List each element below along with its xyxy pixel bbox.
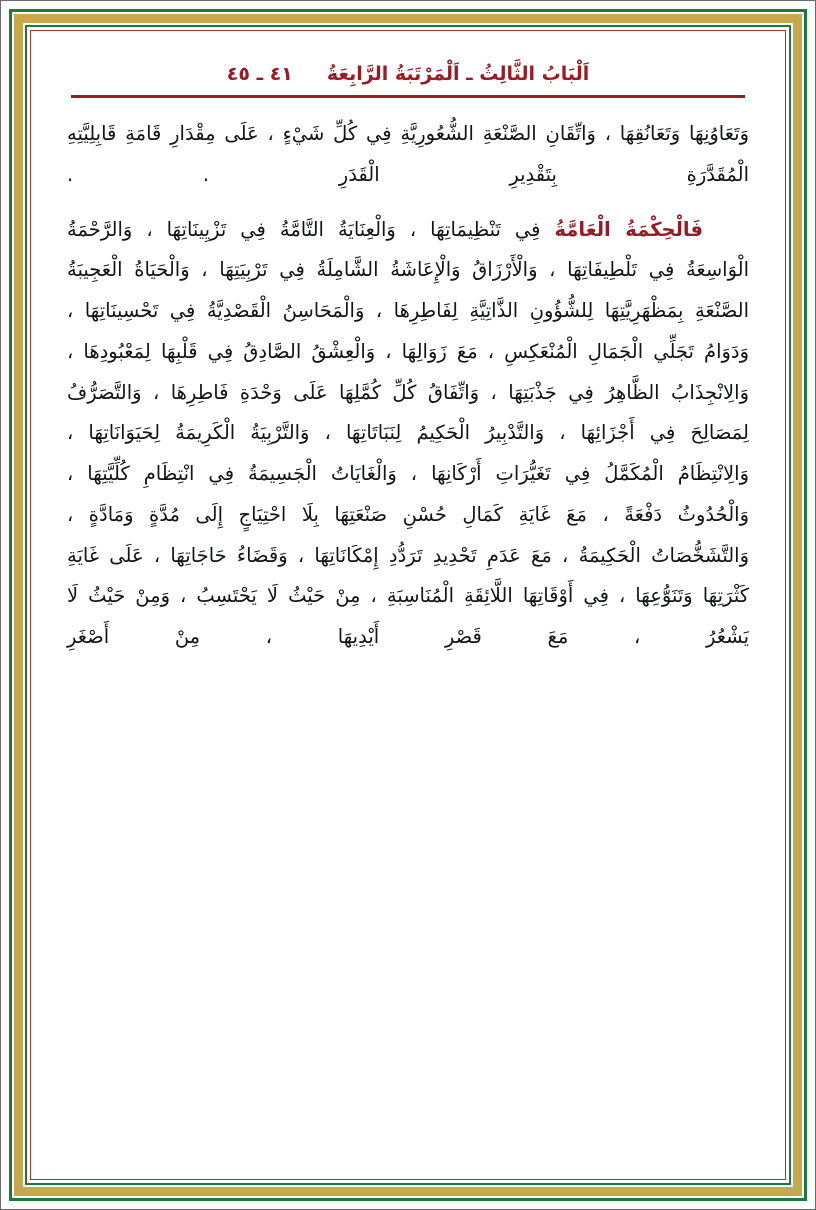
paragraph-2-line-3: تَرْبِيَتِهَا ، وَالْحَيَاةُ الْعَجِيبَةُ الصَّنْعَةِ بِمَظْهَرِيَّتِهَا لِلشُّؤُونِ الذَّاتِيَّةِ لِفَاطِرِهَا ، <box>67 258 750 322</box>
paragraph-2-line-9: وَالْغَايَاتُ الْجَسِيمَةُ فِي انْتِظَامِ كُلِّيَّتِهَا ، وَالْحُدُوثُ دَفْعَةً ، مَعَ غَايَةِ <box>67 462 749 526</box>
paragraph-2-line-11: الْحَكِيمَةُ ، مَعَ عَدَمِ تَحْدِيدِ تَرَدُّدِ إِمْكَانَاتِهَا ، وَقَضَاءُ حَاجَاتِهَا ، <box>153 543 641 567</box>
paragraph-2-line-5: مَعَ زَوَالِهَا ، وَالْعِشْقُ الصَّادِقُ فِي قَلْبِهَا لِمَعْبُودِهَا ، وَالِانْجِذَابُ <box>67 339 749 404</box>
paragraph-1 <box>67 114 749 196</box>
header-divider <box>71 95 745 98</box>
paragraph-2-line-2: وَالرَّحْمَةُ الْوَاسِعَةُ فِي تَلْطِيفَاتِهَا ، وَالْأَرْزَاقُ وَالْإِعَاشَةُ الشَّامِلَةُ فِي <box>67 217 750 282</box>
paragraph-2-line-4: وَالْمَحَاسِنُ الْقَصْدِيَّةُ فِي تَحْسِينَاتِهَا ، وَدَوَامُ تَجَلِّي الْجَمَالِ الْمُنْعَكِسِ ، <box>67 299 750 363</box>
paragraph-1-line-2: عَلَى مِقْدَارِ قَامَةِ قَابِلِيَّتِهِ الْمُقَدَّرَةِ بِتَقْدِيرِ الْقَدَرِ . . <box>67 122 749 186</box>
body-text <box>67 114 749 658</box>
highlighted-phrase: فَالْحِكْمَةُ الْعَامَّةُ <box>554 217 703 241</box>
paragraph-2-line-1-rest: فِي تَنْظِيمَاتِهَا ، وَالْعِنَايَةُ التَّامَّةُ فِي تَزْيِينَاتِهَا ، <box>146 217 541 241</box>
paragraph-1-line-1: وَتَعَاوُنِهَا وَتَعَانُقِهَا ، وَاتِّقَانِ الصَّنْعَةِ الشُّعُورِيَّةِ فِي كُلِّ شَيْءٍ ، <box>267 122 749 145</box>
paragraph-2-line-12: عَلَى غَايَةِ كَثْرَتِهَا وَتَنَوُّعِهَا ، فِي أَوْقَاتِهَا اللَّائِقَةِ الْمُنَاسِبَةِ ، مِنْ حَيْثُ <box>67 543 749 608</box>
paragraph-2-line-10: كَمَالِ حُسْنِ صَنْعَتِهَا بِلَا احْتِيَاجٍ إِلَى مُدَّةٍ وَمَادَّةٍ ، وَالتَّشَخُّصَاتُ <box>67 502 749 567</box>
page-content <box>37 37 779 1173</box>
page-header <box>67 63 749 85</box>
paragraph-2-line-6: الظَّاهِرُ فِي جَذْبَتِهَا ، وَاتِّفَاقُ كُلِّ كُمَّلِهَا عَلَى وَحْدَةِ فَاطِرِهَا ، <box>152 380 660 404</box>
chapter-title: اَلْبَابُ الثَّالِثُ ـ اَلْمَرْتَبَةُ الرَّابِعَةُ <box>326 63 590 85</box>
page-range: ٤١ ـ ٤٥ <box>226 63 293 85</box>
paragraph-2-line-7: وَالتَّصَرُّفُ لِمَصَالِحَ فِي أَجْزَائِهَا ، وَالتَّدْبِيرُ الْحَكِيمُ لِنَبَاتَاتِهَا ، <box>67 380 749 445</box>
paragraph-2-line-8: وَالتَّرْبِيَةُ الْكَرِيمَةُ لِحَيَوَانَاتِهَا ، وَالِانْتِظَامُ الْمُكَمَّلُ فِي تَغَيُّرَاتِ أَرْكَانِهَا ، <box>67 421 749 485</box>
paragraph-2-line-13: لَا يَحْتَسِبُ ، وَمِنْ حَيْثُ لَا يَشْعُرُ ، مَعَ قَصْرِ أَيْدِيهَا ، مِنْ أَصْغَرِ <box>67 584 749 648</box>
paragraph-2 <box>67 210 749 658</box>
